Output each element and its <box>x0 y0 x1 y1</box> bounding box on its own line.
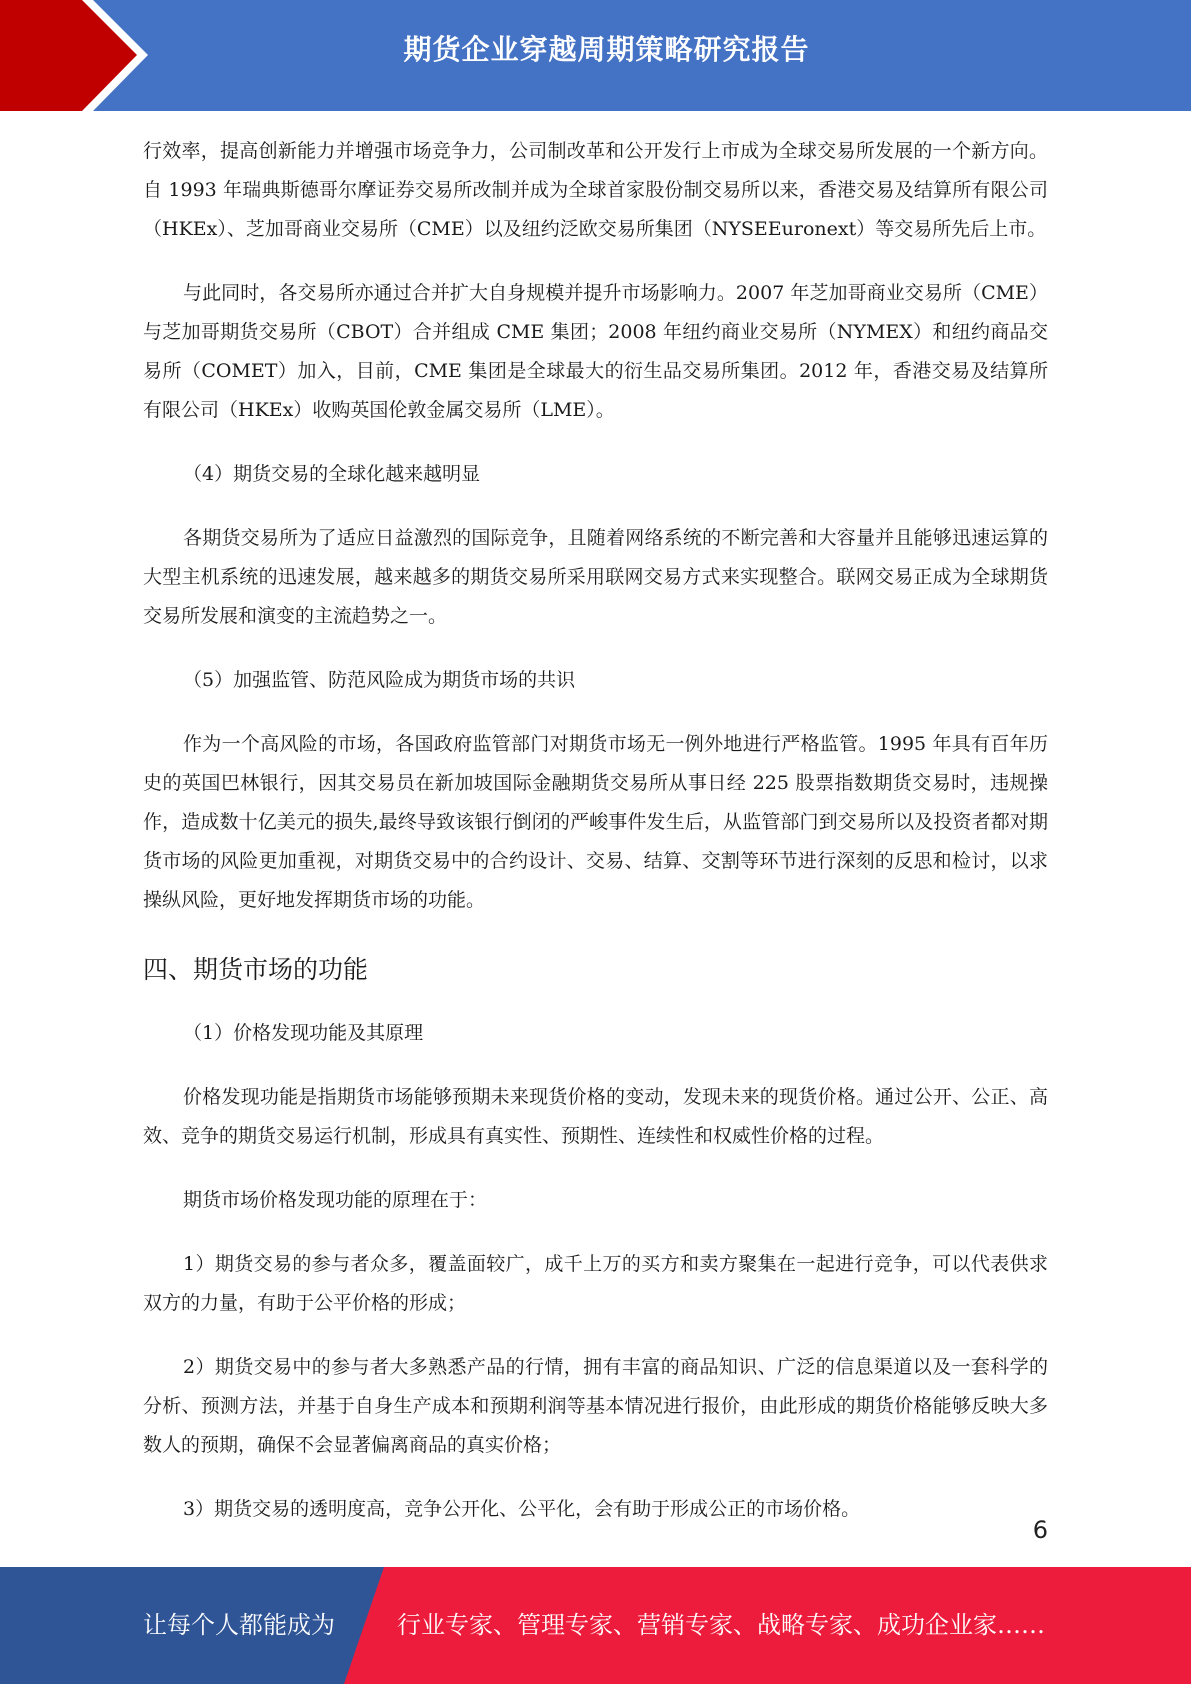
footer-slogan-right: 行业专家、管理专家、营销专家、战略专家、成功企业家…… <box>397 1611 1045 1639</box>
footer-banner <box>0 1567 1191 1684</box>
paragraph: 各期货交易所为了适应日益激烈的国际竞争，且随着网络系统的不断完善和大容量并且能够迅速运算的大型主机系统的迅速发展，越来越多的期货交易所采用联网交易方式来实现整合。联网交易正成为全球期货交易所发展和演变的主流趋势之一。 <box>143 527 1048 627</box>
paragraph: 行效率，提高创新能力并增强市场竞争力，公司制改革和公开发行上市成为全球交易所发展的一个新方向。自 1993 年瑞典斯德哥尔摩证券交易所改制并成为全球首家股份制交易所以来，香港交易及结算所有限公司（HKEx）、芝加哥商业交易所（CME）以及纽约泛欧交易所集团（NYSEEuronext）等交易所先后上市。 <box>143 140 1048 240</box>
subheading: （1）价格发现功能及其原理 <box>183 1022 424 1044</box>
list-item: 2）期货交易中的参与者大多熟悉产品的行情，拥有丰富的商品知识、广泛的信息渠道以及一套科学的分析、预测方法，并基于自身生产成本和预期利润等基本情况进行报价，由此形成的期货价格能够反映大多数人的预期，确保不会显著偏离商品的真实价格； <box>143 1356 1048 1456</box>
page-number: 6 <box>1032 1516 1048 1544</box>
paragraph: 价格发现功能是指期货市场能够预期未来现货价格的变动，发现未来的现货价格。通过公开、公正、高效、竞争的期货交易运行机制，形成具有真实性、预期性、连续性和权威性价格的过程。 <box>143 1086 1048 1147</box>
report-title: 期货企业穿越周期策略研究报告 <box>403 33 810 66</box>
footer-slogan-left: 让每个人都能成为 <box>143 1611 335 1639</box>
paragraph: 期货市场价格发现功能的原理在于： <box>183 1189 488 1211</box>
paragraph: 与此同时，各交易所亦通过合并扩大自身规模并提升市场影响力。2007 年芝加哥商业交易所（CME）与芝加哥期货交易所（CBOT）合并组成 CME 集团；2008 年纽约商业交易所（NYMEX）和纽约商品交易所（COMET）加入，目前，CME 集团是全球最大的衍生品交易所集团。2012 年，香港交易及结算所有限公司（HKEx）收购英国伦敦金属交易所（LME）。 <box>143 282 1048 421</box>
section-heading: 四、期货市场的功能 <box>143 955 369 984</box>
list-item: 1）期货交易的参与者众多，覆盖面较广，成千上万的买方和卖方聚集在一起进行竞争，可以代表供求双方的力量，有助于公平价格的形成； <box>143 1253 1048 1314</box>
paragraph: 作为一个高风险的市场，各国政府监管部门对期货市场无一例外地进行严格监管。1995 年具有百年历史的英国巴林银行，因其交易员在新加坡国际金融期货交易所从事日经 225 股票指数期货交易时，违规操作，造成数十亿美元的损失,最终导致该银行倒闭的严峻事件发生后，从监管部门到交易所以及投资者都对期货市场的风险更加重视，对期货交易中的合约设计、交易、结算、交割等环节进行深刻的反思和检讨，以求操纵风险，更好地发挥期货市场的功能。 <box>143 733 1048 911</box>
subheading: （4）期货交易的全球化越来越明显 <box>183 463 481 485</box>
subheading: （5）加强监管、防范风险成为期货市场的共识 <box>183 669 576 691</box>
document-body <box>143 132 1048 1554</box>
header-banner <box>0 0 1191 111</box>
list-item: 3）期货交易的透明度高，竞争公开化、公平化，会有助于形成公正的市场价格。 <box>183 1498 861 1520</box>
